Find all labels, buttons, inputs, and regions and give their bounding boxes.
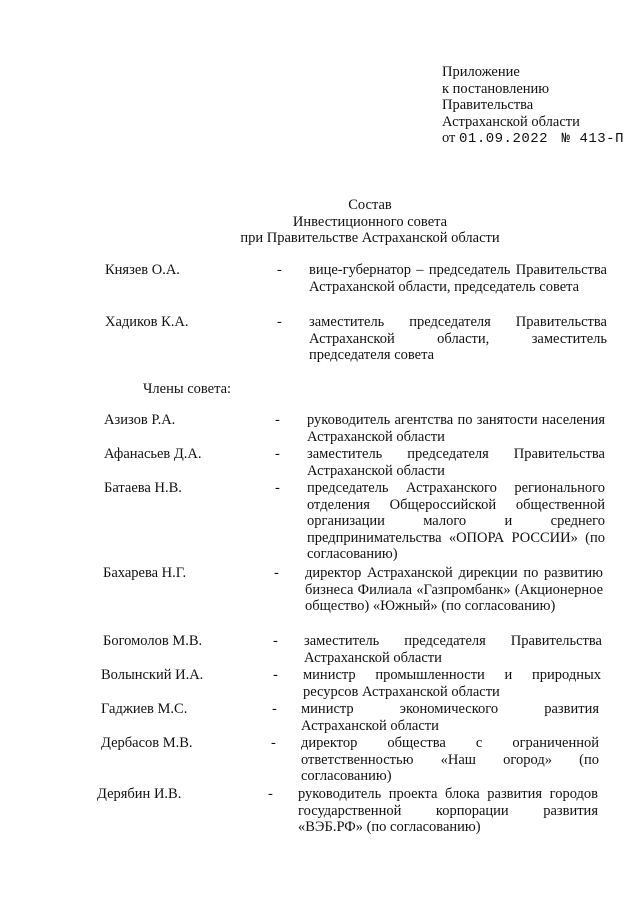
member-name: Дербасов М.В. — [101, 735, 193, 751]
appendix-line: Астраханской области — [442, 113, 580, 130]
member-position: заместитель председателя Правительства Астраханской области — [307, 446, 605, 479]
dash: - — [274, 565, 279, 581]
dash: - — [273, 633, 278, 649]
title-line: Инвестиционного совета — [292, 213, 448, 230]
dash: - — [273, 667, 278, 683]
member-name: Азизов Р.А. — [104, 412, 176, 428]
member-name: Дерябин И.В. — [97, 786, 182, 802]
member-position: вице-губернатор – председатель Правительства Астраханской области, председатель совета — [309, 262, 607, 295]
member-position: заместитель председателя Правительства Астраханской области, заместитель председателя совета — [309, 314, 607, 363]
title-line: при Правительстве Астраханской области — [240, 230, 500, 246]
member-position: министр промышленности и природных ресурсов Астраханской области — [303, 667, 601, 700]
decree-date: 01.09.2022 — [459, 131, 549, 147]
dash: - — [277, 262, 282, 278]
member-position: директор Астраханской дирекции по развитию бизнеса Филиала «Газпромбанк» (Акционерное общество) «Южный» (по согласованию) — [305, 565, 603, 614]
dash: - — [271, 735, 276, 751]
member-position: заместитель председателя Правительства Астраханской области — [304, 633, 602, 666]
member-position: руководитель проекта блока развития городов государственной корпорации развития «ВЭБ.РФ» (по согласованию) — [298, 786, 598, 835]
title-line: Состав — [348, 197, 392, 213]
dash: - — [268, 786, 273, 802]
members-heading: Члены совета: — [143, 381, 232, 397]
member-name: Гаджиев М.С. — [101, 701, 188, 717]
appendix-date-line — [442, 130, 638, 148]
member-position: председатель Астраханского регионального отделения Общероссийской общественной организации малого и среднего предпринимательства «ОПОРА РОССИИ» (по согласованию) — [307, 480, 605, 562]
member-name: Афанасьев Д.А. — [104, 446, 202, 462]
dash: - — [275, 446, 280, 462]
appendix-block — [442, 64, 638, 148]
dash: - — [277, 314, 282, 330]
dash: - — [275, 480, 280, 496]
appendix-line: Приложение — [442, 64, 520, 80]
member-name: Хадиков К.А. — [105, 314, 189, 330]
document-title — [200, 197, 540, 247]
member-name: Батаева Н.В. — [104, 480, 182, 496]
dash: - — [272, 701, 277, 717]
member-name: Князев О.А. — [105, 262, 180, 278]
dash: - — [275, 412, 280, 428]
member-name: Бахарева Н.Г. — [103, 565, 187, 581]
member-position: министр экономического развития Астраханской области — [301, 701, 599, 734]
appendix-line: к постановлению — [442, 80, 550, 97]
member-position: руководитель агентства по занятости населения Астраханской области — [307, 412, 605, 445]
appendix-line: Правительства — [442, 97, 534, 113]
member-name: Волынский И.А. — [101, 667, 204, 683]
decree-number: № 413-П — [561, 131, 624, 147]
member-name: Богомолов М.В. — [103, 633, 203, 649]
date-prefix: от — [442, 130, 456, 146]
member-position: директор общества с ограниченной ответственностью «Наш огород» (по согласованию) — [301, 735, 599, 784]
